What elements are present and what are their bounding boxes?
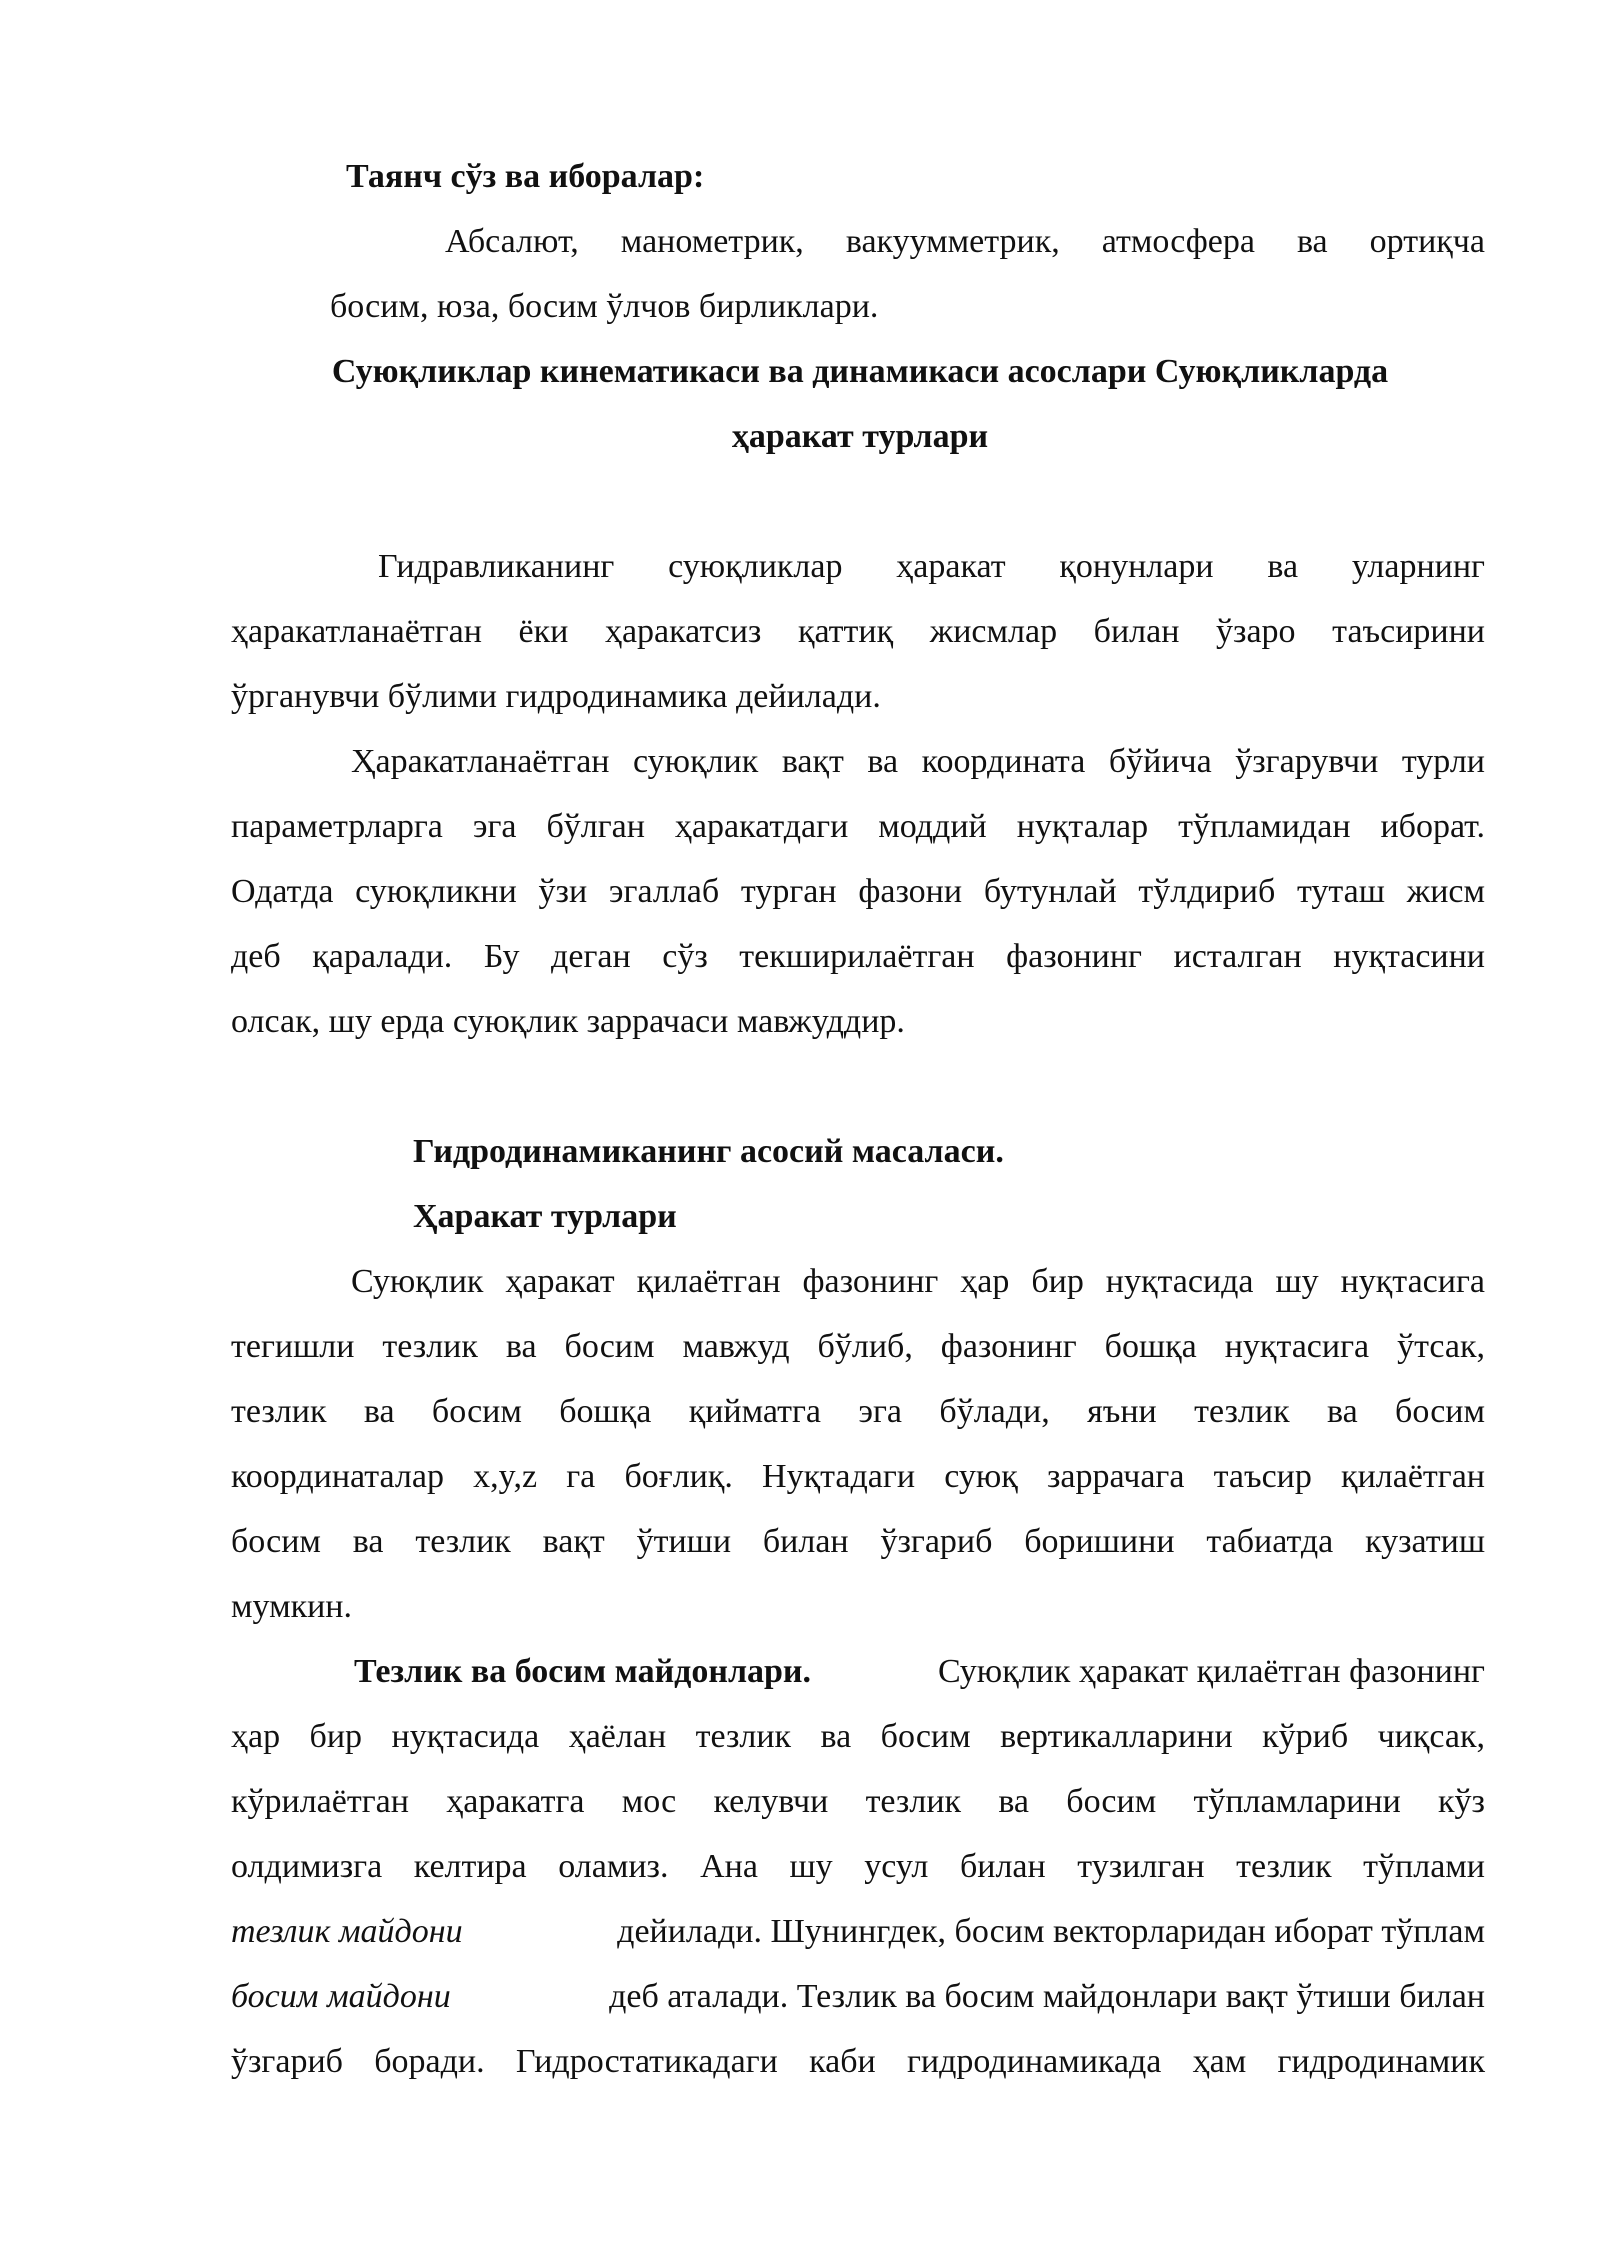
term-run: тезлик майдони <box>231 1913 463 1950</box>
section-title: Гидродинамиканинг асосий масаласи. <box>413 1133 1004 1170</box>
paragraph-line: олсак, шу ерда суюқлик заррачаси мавжуддир. <box>231 1003 905 1040</box>
paragraph-line: параметрларга эга бўлган ҳаракатдаги моддий нуқталар тўпламидан иборат. <box>231 808 1485 845</box>
paragraph-line: ўрганувчи бўлими гидродинамика дейилади. <box>231 678 881 715</box>
section-title: Ҳаракат турлари <box>413 1198 677 1235</box>
paragraph-line: координаталар x,y,z га боғлиқ. Нуқтадаги суюқ заррачага таъсир қилаётган <box>231 1458 1485 1495</box>
section-title: ҳаракат турлари <box>731 418 989 455</box>
paragraph-line: мумкин. <box>231 1588 352 1625</box>
keywords-line: босим, юза, босим ўлчов бирликлари. <box>330 288 879 325</box>
paragraph-line: Одатда суюқликни ўзи эгаллаб турган фазони бутунлай тўлдириб туташ жисм <box>231 873 1485 910</box>
paragraph-line <box>231 1912 1485 1952</box>
text-run: Суюқлик ҳаракат қилаётган фазонинг <box>929 1653 1485 1690</box>
term-run: босим майдони <box>231 1978 451 2015</box>
paragraph-line: босим ва тезлик вақт ўтиши билан ўзгариб боришини табиатда кузатиш <box>231 1523 1485 1560</box>
text-run: деб аталади. Тезлик ва босим майдонлари вақт ўтиши билан <box>600 1978 1485 2015</box>
paragraph-line: олдимизга келтира оламиз. Ана шу усул билан тузилган тезлик тўплами <box>231 1848 1485 1885</box>
paragraph-line: ҳар бир нуқтасида ҳаёлан тезлик ва босим вертикалларини кўриб чиқсак, <box>231 1718 1485 1755</box>
paragraph-line: Суюқлик ҳаракат қилаётган фазонинг ҳар бир нуқтасида шу нуқтасига <box>351 1263 1485 1300</box>
paragraph-line <box>354 1652 1485 1692</box>
paragraph-line: ўзгариб боради. Гидростатикадаги каби гидродинамикада ҳам гидродинамик <box>231 2043 1485 2080</box>
paragraph-line: кўрилаётган ҳаракатга мос келувчи тезлик ва босим тўпламларини кўз <box>231 1783 1485 1820</box>
paragraph-line: тегишли тезлик ва босим мавжуд бўлиб, фазонинг бошқа нуқтасига ўтсак, <box>231 1328 1485 1365</box>
paragraph-line: ҳаракатланаётган ёки ҳаракатсиз қаттиқ жисмлар билан ўзаро таъсирини <box>231 613 1485 650</box>
keywords-heading: Таянч сўз ва иборалар: <box>346 158 705 195</box>
paragraph-line: деб қаралади. Бу деган сўз текширилаётган фазонинг исталган нуқтасини <box>231 938 1485 975</box>
paragraph-line: Ҳаракатланаётган суюқлик вақт ва координата бўйича ўзгарувчи турли <box>351 743 1485 780</box>
subheading-run: Тезлик ва босим майдонлари. <box>354 1653 812 1690</box>
section-title: Суюқликлар кинематикаси ва динамикаси асослари Суюқликларда <box>331 353 1389 390</box>
paragraph-line <box>231 1977 1485 2017</box>
paragraph-line: тезлик ва босим бошқа қийматга эга бўлади, яъни тезлик ва босим <box>231 1393 1485 1430</box>
keywords-line: Абсалют, манометрик, вакуумметрик, атмосфера ва ортиқча <box>445 223 1485 260</box>
paragraph-line: Гидравликанинг суюқликлар ҳаракат қонунлари ва уларнинг <box>378 548 1485 585</box>
text-run: дейилади. Шунингдек, босим векторларидан иборат тўплам <box>608 1913 1485 1950</box>
